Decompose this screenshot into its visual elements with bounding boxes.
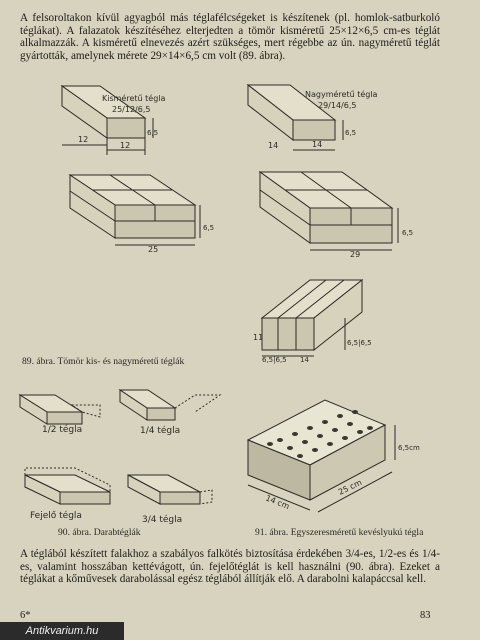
half-brick-drawing <box>20 395 100 424</box>
page-number: 83 <box>420 610 431 621</box>
dim-label: 29 <box>350 250 361 259</box>
dim-label: 25 <box>148 245 159 254</box>
dim-label: 25 cm <box>336 477 364 497</box>
small-brick-bond-drawing <box>70 175 200 245</box>
dim-label: 12 <box>78 135 89 144</box>
dim-label: 14 <box>268 141 279 150</box>
page-mark-left: 6* <box>20 610 31 621</box>
small-brick-dims: 25/12/6,5 <box>112 105 151 114</box>
paragraph-intro: A felsoroltakon kívül agyagból más téglafélcségeket is készítenek (pl. homlok-satburkoló téglákat). A falazatok készítéséhez elterjedten a tömör kisméretű 25×12×6,5 cm-es téglát alkalmazzák. A kisméretű elnevezés azért szükséges, mert régebbe az ún. nagyméretű téglát gyártották, amelynek mérete 29×14×6,5 cm volt (89. ábra). <box>20 12 440 62</box>
paragraph-pieces: A téglából készített falakhoz a szabályos falkötés biztosítása érdekében 3/4-es, 1/2-es és 1/4-es, valamint hosszában kettévágott, ún. fejelőtéglát is kell használni (90. ábra). Ezeket a téglákat a kőművesek darabolással egész téglából állítják elő. A darabolni kalapáccsal kell. <box>20 548 440 586</box>
caption-89: 89. ábra. Tömör kis- és nagyméretű téglák <box>22 356 185 367</box>
label-quarter-brick: 1/4 tégla <box>140 426 181 436</box>
dim-label: 12 <box>120 141 131 150</box>
three-quarter-brick-drawing <box>128 475 212 504</box>
label-three-quarter-brick: 3/4 tégla <box>142 515 183 525</box>
caption-90: 90. ábra. Darabtéglák <box>58 527 141 538</box>
watermark: Antikvarium.hu <box>0 622 124 640</box>
large-brick-dims: 29/14/6,5 <box>318 101 357 110</box>
dim-label: 11 <box>253 333 264 342</box>
label-half-brick: 1/2 tégla <box>42 425 83 435</box>
dim-label: 6,5|6,5 <box>262 356 287 364</box>
caption-91: 91. ábra. Egyszeresméretű kevéslyukú tégla <box>255 527 424 538</box>
large-brick-bond-drawing <box>260 172 398 250</box>
label-header-brick: Fejelő tégla <box>30 511 82 521</box>
dim-label: 6,5 <box>345 129 357 137</box>
dim-label: 6,5 <box>147 129 159 137</box>
large-brick-title: Nagyméretű tégla <box>305 90 378 99</box>
dim-label: 14 <box>300 356 309 364</box>
dim-label: 6,5|6,5 <box>347 339 372 347</box>
header-brick-drawing <box>25 468 110 504</box>
dim-label: 14 cm <box>264 493 291 512</box>
dim-label: 6,5 <box>402 229 414 237</box>
dim-label: 6,5cm <box>398 444 420 452</box>
dim-label: 6,5 <box>203 224 215 232</box>
quarter-brick-drawing <box>120 390 220 420</box>
dim-label: 14 <box>312 140 323 149</box>
small-brick-title: Kisméretű tégla <box>102 94 166 103</box>
